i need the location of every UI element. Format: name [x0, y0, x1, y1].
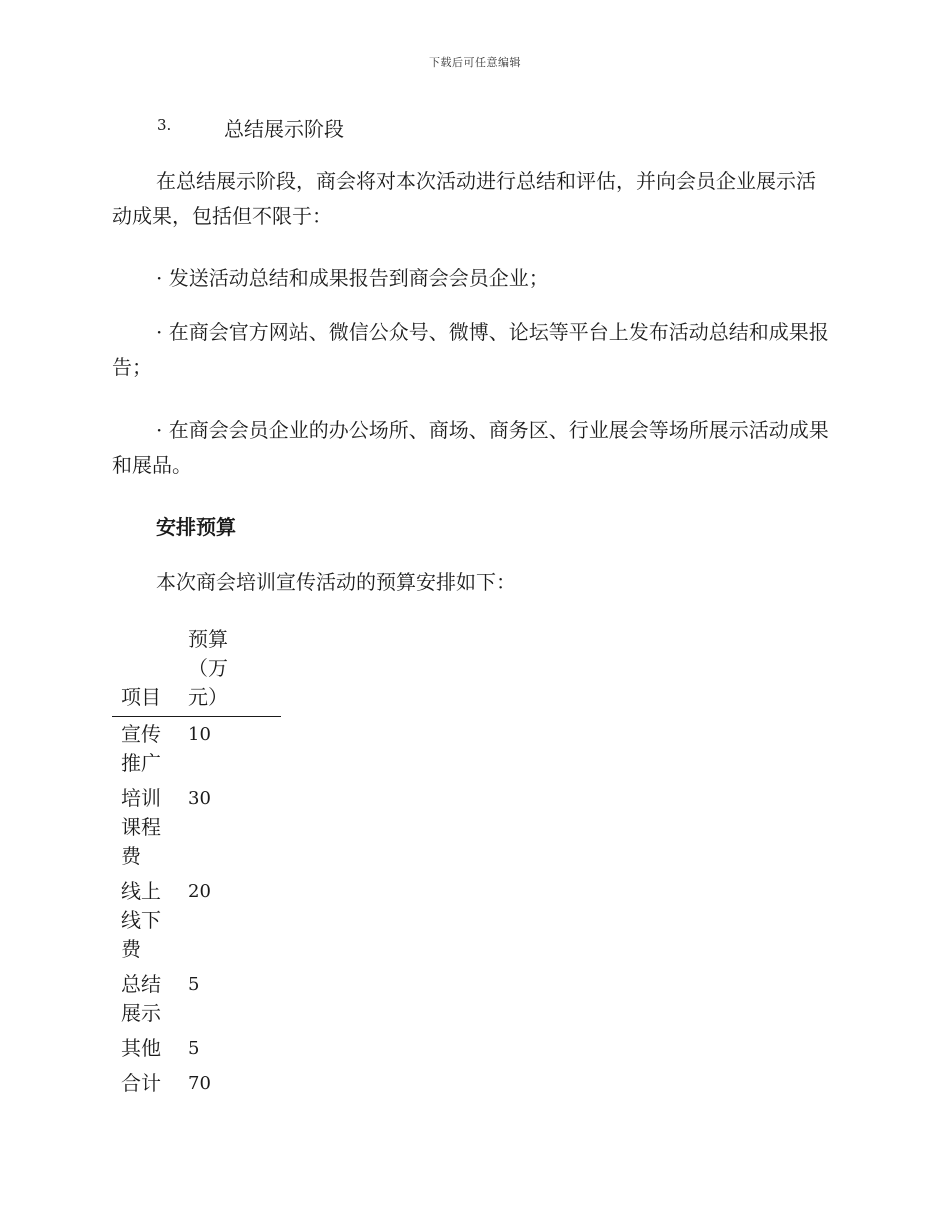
table-cell-item: 宣传推广: [121, 722, 161, 775]
bullet-item: · 在商会官方网站、微信公众号、微博、论坛等平台上发布活动总结和成果报告；: [112, 320, 829, 379]
table-row: [112, 967, 281, 1031]
table-cell-amount: 70: [188, 1073, 211, 1094]
table-cell-amount: 20: [188, 881, 211, 902]
budget-heading: 安排预算: [156, 515, 236, 539]
table-cell-item: 线上线下费: [121, 879, 161, 961]
table-row: [112, 1031, 281, 1066]
table-cell-item: 其他: [121, 1036, 161, 1060]
table-header-row: [112, 625, 281, 717]
table-row: [112, 874, 281, 967]
table-header-item: 项目: [121, 685, 161, 709]
page-header: 下载后可任意编辑: [429, 56, 521, 69]
table-row: [112, 781, 281, 874]
bullet-item: · 在商会会员企业的办公场所、商场、商务区、行业展会等场所展示活动成果和展品。: [112, 418, 829, 477]
table-cell-amount: 30: [188, 788, 211, 809]
section-title: 总结展示阶段: [224, 117, 344, 141]
bullet-item: · 发送活动总结和成果报告到商会会员企业；: [156, 266, 549, 290]
table-row: [112, 717, 281, 781]
budget-table: [112, 625, 281, 1101]
table-row: [112, 1066, 281, 1101]
table-cell-item: 培训课程费: [121, 786, 161, 868]
table-cell-amount: 10: [188, 724, 211, 745]
table-cell-item: 总结展示: [121, 972, 161, 1025]
table-cell-item: 合计: [121, 1071, 161, 1095]
budget-intro-paragraph: 本次商会培训宣传活动的预算安排如下：: [156, 570, 516, 594]
summary-intro-paragraph: 在总结展示阶段，商会将对本次活动进行总结和评估，并向会员企业展示活动成果，包括但不限于：: [112, 169, 816, 228]
table-header-amount: 预算（万元）: [188, 627, 228, 709]
table-cell-amount: 5: [188, 974, 200, 995]
table-cell-amount: 5: [188, 1038, 200, 1059]
section-number: 3.: [157, 116, 172, 134]
